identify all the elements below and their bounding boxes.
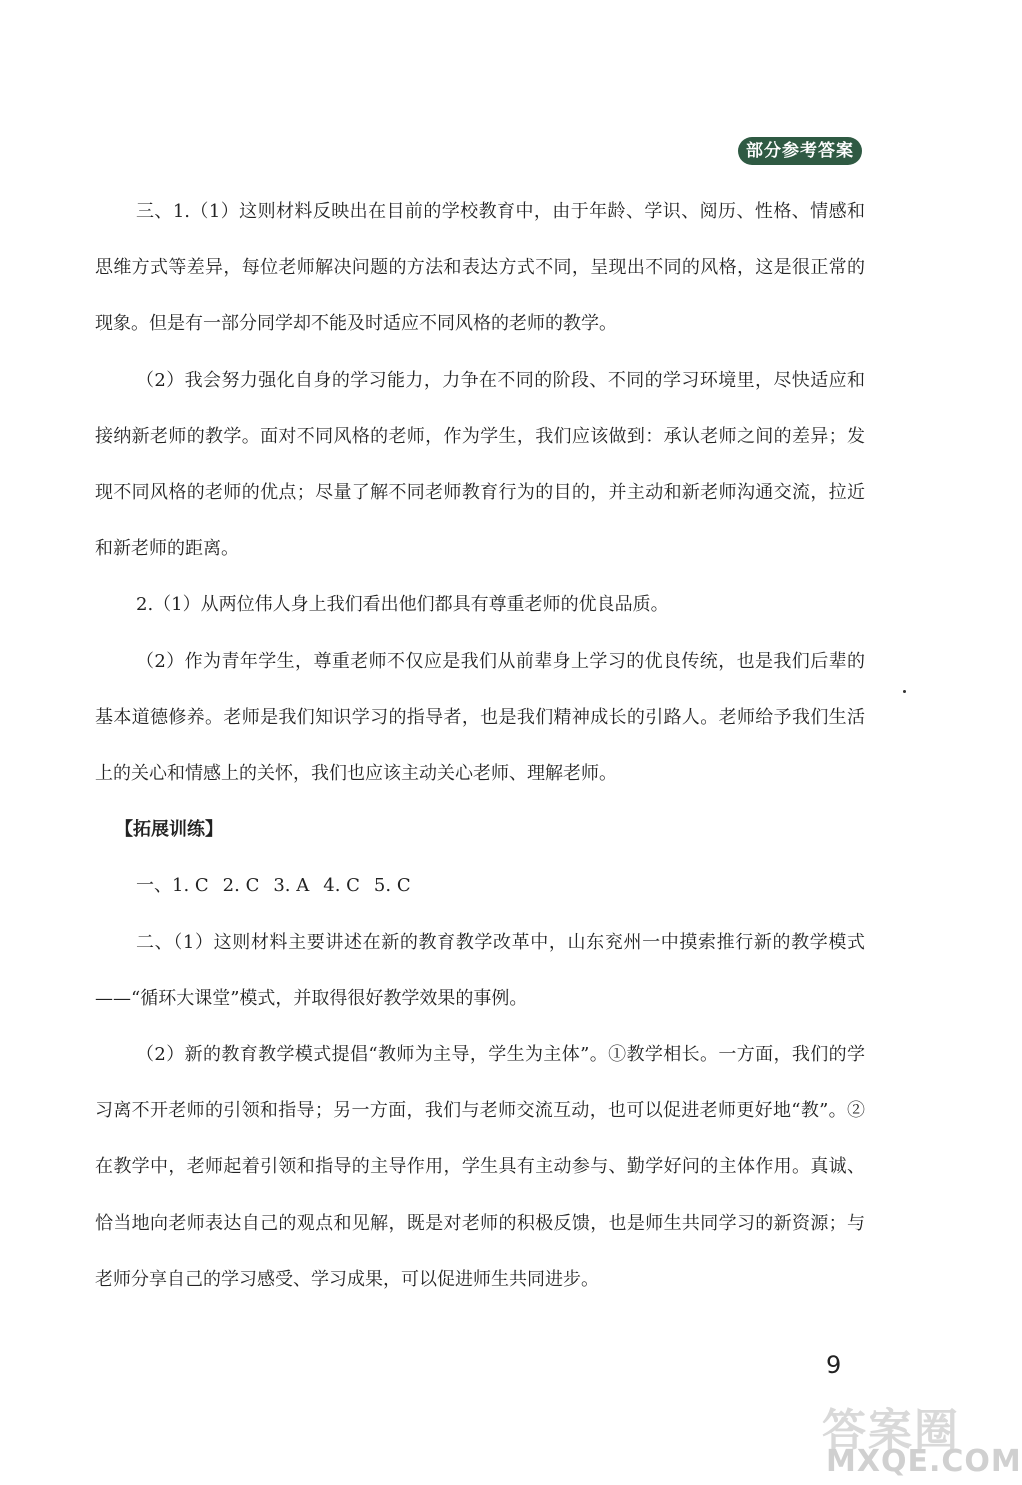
answer-paragraph: 三、1.（1）这则材料反映出在目前的学校教育中，由于年龄、学识、阅历、性格、情感和思维方式等差异，每位老师解决问题的方法和表达方式不同，呈现出不同的风格，这是很正常的现象。但是有一部分同学却不能及时适应不同风格的老师的教学。: [95, 201, 865, 335]
section-badge: 部分参考答案: [738, 137, 862, 165]
answer-paragraph: （2）作为青年学生，尊重老师不仅应是我们从前辈身上学习的优良传统，也是我们后辈的基本道德修养。老师是我们知识学习的指导者，也是我们精神成长的引路人。老师给予我们生活上的关心和情感上的关怀，我们也应该主动关心老师、理解老师。: [95, 650, 865, 785]
choice-answer: 4. C: [323, 875, 360, 897]
watermark-text: 答案圈: [822, 1405, 960, 1456]
answer-paragraph: （2）新的教育教学模式提倡“教师为主导，学生为主体”。①教学相长。一方面，我们的学习离不开老师的引领和指导；另一方面，我们与老师交流互动，也可以促进老师更好地“教”。②在教学中，老师起着引领和指导的主导作用，学生具有主动参与、勤学好问的主体作用。真诚、恰当地向老师表达自己的观点和见解，既是对老师的积极反馈，也是师生共同学习的新资源；与老师分享自己的学习感受、学习成果，可以促进师生共同进步。: [95, 1044, 865, 1290]
answer-paragraph: （2）我会努力强化自身的学习能力，力争在不同的阶段、不同的学习环境里，尽快适应和接纳新老师的教学。面对不同风格的老师，作为学生，我们应该做到：承认老师之间的差异；发现不同风格的老师的优点；尽量了解不同老师教育行为的目的，并主动和新老师沟通交流，拉近和新老师的距离。: [95, 369, 865, 560]
choice-answer: 2. C: [222, 875, 260, 897]
answer-content: [95, 184, 865, 1308]
answer-paragraph: 2.（1）从两位伟人身上我们看出他们都具有尊重老师的优良品质。: [136, 594, 669, 616]
choice-answer: 3. A: [273, 875, 310, 897]
speck: [903, 690, 906, 693]
choice-answer: 5. C: [373, 875, 411, 897]
page-number: 9: [826, 1351, 842, 1379]
watermark-url: MXQE.COM: [826, 1444, 1022, 1479]
extension-heading: 【拓展训练】: [115, 819, 223, 841]
answer-paragraph: 二、（1）这则材料主要讲述在新的教育教学改革中，山东兖州一中摸索推行新的教学模式——“循环大课堂”模式，并取得很好教学效果的事例。: [95, 931, 865, 1009]
answers-prefix: 一、: [136, 875, 172, 897]
choice-answers: [95, 858, 865, 914]
watermark-logo: [822, 1394, 1022, 1482]
choice-answer: 1. C: [172, 875, 209, 897]
